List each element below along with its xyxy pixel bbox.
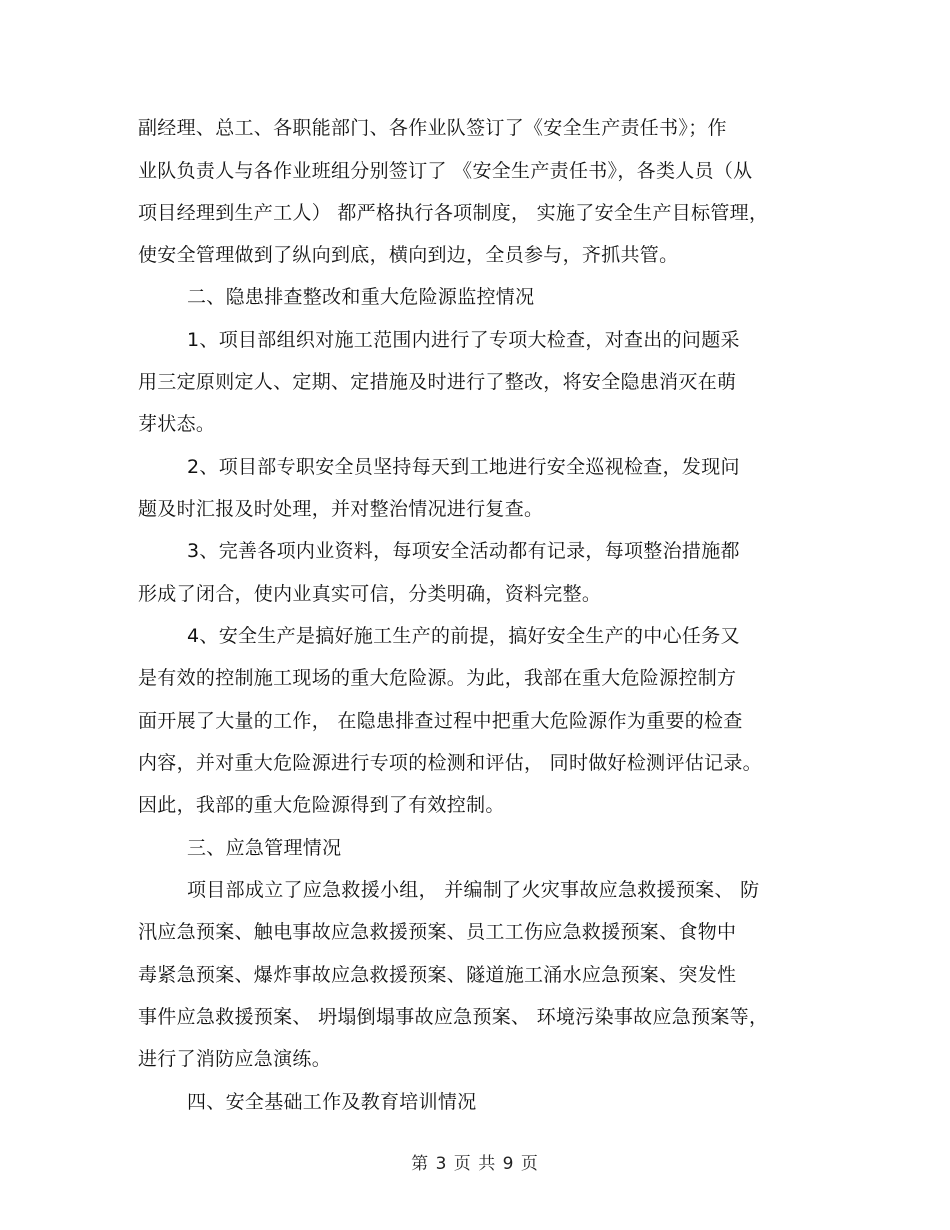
section-heading: 二、隐患排查整改和重大危险源监控情况 (187, 286, 535, 308)
page-number-footer: 第 3 页 共 9 页 (411, 1154, 539, 1174)
text-line: 2、项目部专职安全员坚持每天到工地进行安全巡视检查，发现问 (187, 456, 740, 478)
text-line: 因此，我部的重大危险源得到了有效控制。 (138, 794, 505, 816)
text-line: 项目部成立了应急救援小组， 并编制了火灾事故应急救援预案、 防 (187, 879, 760, 901)
text-line: 是有效的控制施工现场的重大危险源。为此，我部在重大危险源控制方 (138, 667, 737, 689)
text-line: 项目经理到生产工人） 都严格执行各项制度， 实施了安全生产目标管理， (138, 202, 769, 224)
text-line: 进行了消防应急演练。 (138, 1048, 332, 1070)
text-line: 用三定原则定人、定期、定措施及时进行了整改，将安全隐患消灭在萌 (138, 371, 737, 393)
text-line: 芽状态。 (138, 413, 216, 435)
text-line: 题及时汇报及时处理，并对整治情况进行复查。 (138, 498, 544, 520)
text-line: 副经理、总工、各职能部门、各作业队签订了《安全生产责任书》；作 (138, 117, 727, 139)
text-line: 3、完善各项内业资料，每项安全活动都有记录，每项整治措施都 (187, 540, 740, 562)
text-line: 汛应急预案、触电事故应急救援预案、员工工伤应急救援预案、食物中 (138, 921, 737, 943)
text-line: 业队负责人与各作业班组分别签订了 《安全生产责任书》，各类人员（从 (138, 160, 753, 182)
text-line: 事件应急救援预案、 坍塌倒塌事故应急预案、 环境污染事故应急预案等， (138, 1006, 769, 1028)
section-heading: 四、安全基础工作及教育培训情况 (187, 1091, 477, 1113)
text-line: 毒紧急预案、爆炸事故应急救援预案、隧道施工涌水应急预案、突发性 (138, 964, 737, 986)
text-line: 面开展了大量的工作， 在隐患排查过程中把重大危险源作为重要的检查 (138, 710, 743, 732)
text-line: 1、项目部组织对施工范围内进行了专项大检查，对查出的问题采 (187, 329, 740, 351)
text-line: 使安全管理做到了纵向到底，横向到边，全员参与，齐抓共管。 (138, 244, 679, 266)
text-line: 4、安全生产是搞好施工生产的前提，搞好安全生产的中心任务又 (187, 625, 740, 647)
section-heading: 三、应急管理情况 (187, 837, 342, 859)
text-line: 内容，并对重大危险源进行专项的检测和评估， 同时做好检测评估记录。 (138, 752, 762, 774)
text-line: 形成了闭合，使内业真实可信，分类明确，资料完整。 (138, 583, 602, 605)
